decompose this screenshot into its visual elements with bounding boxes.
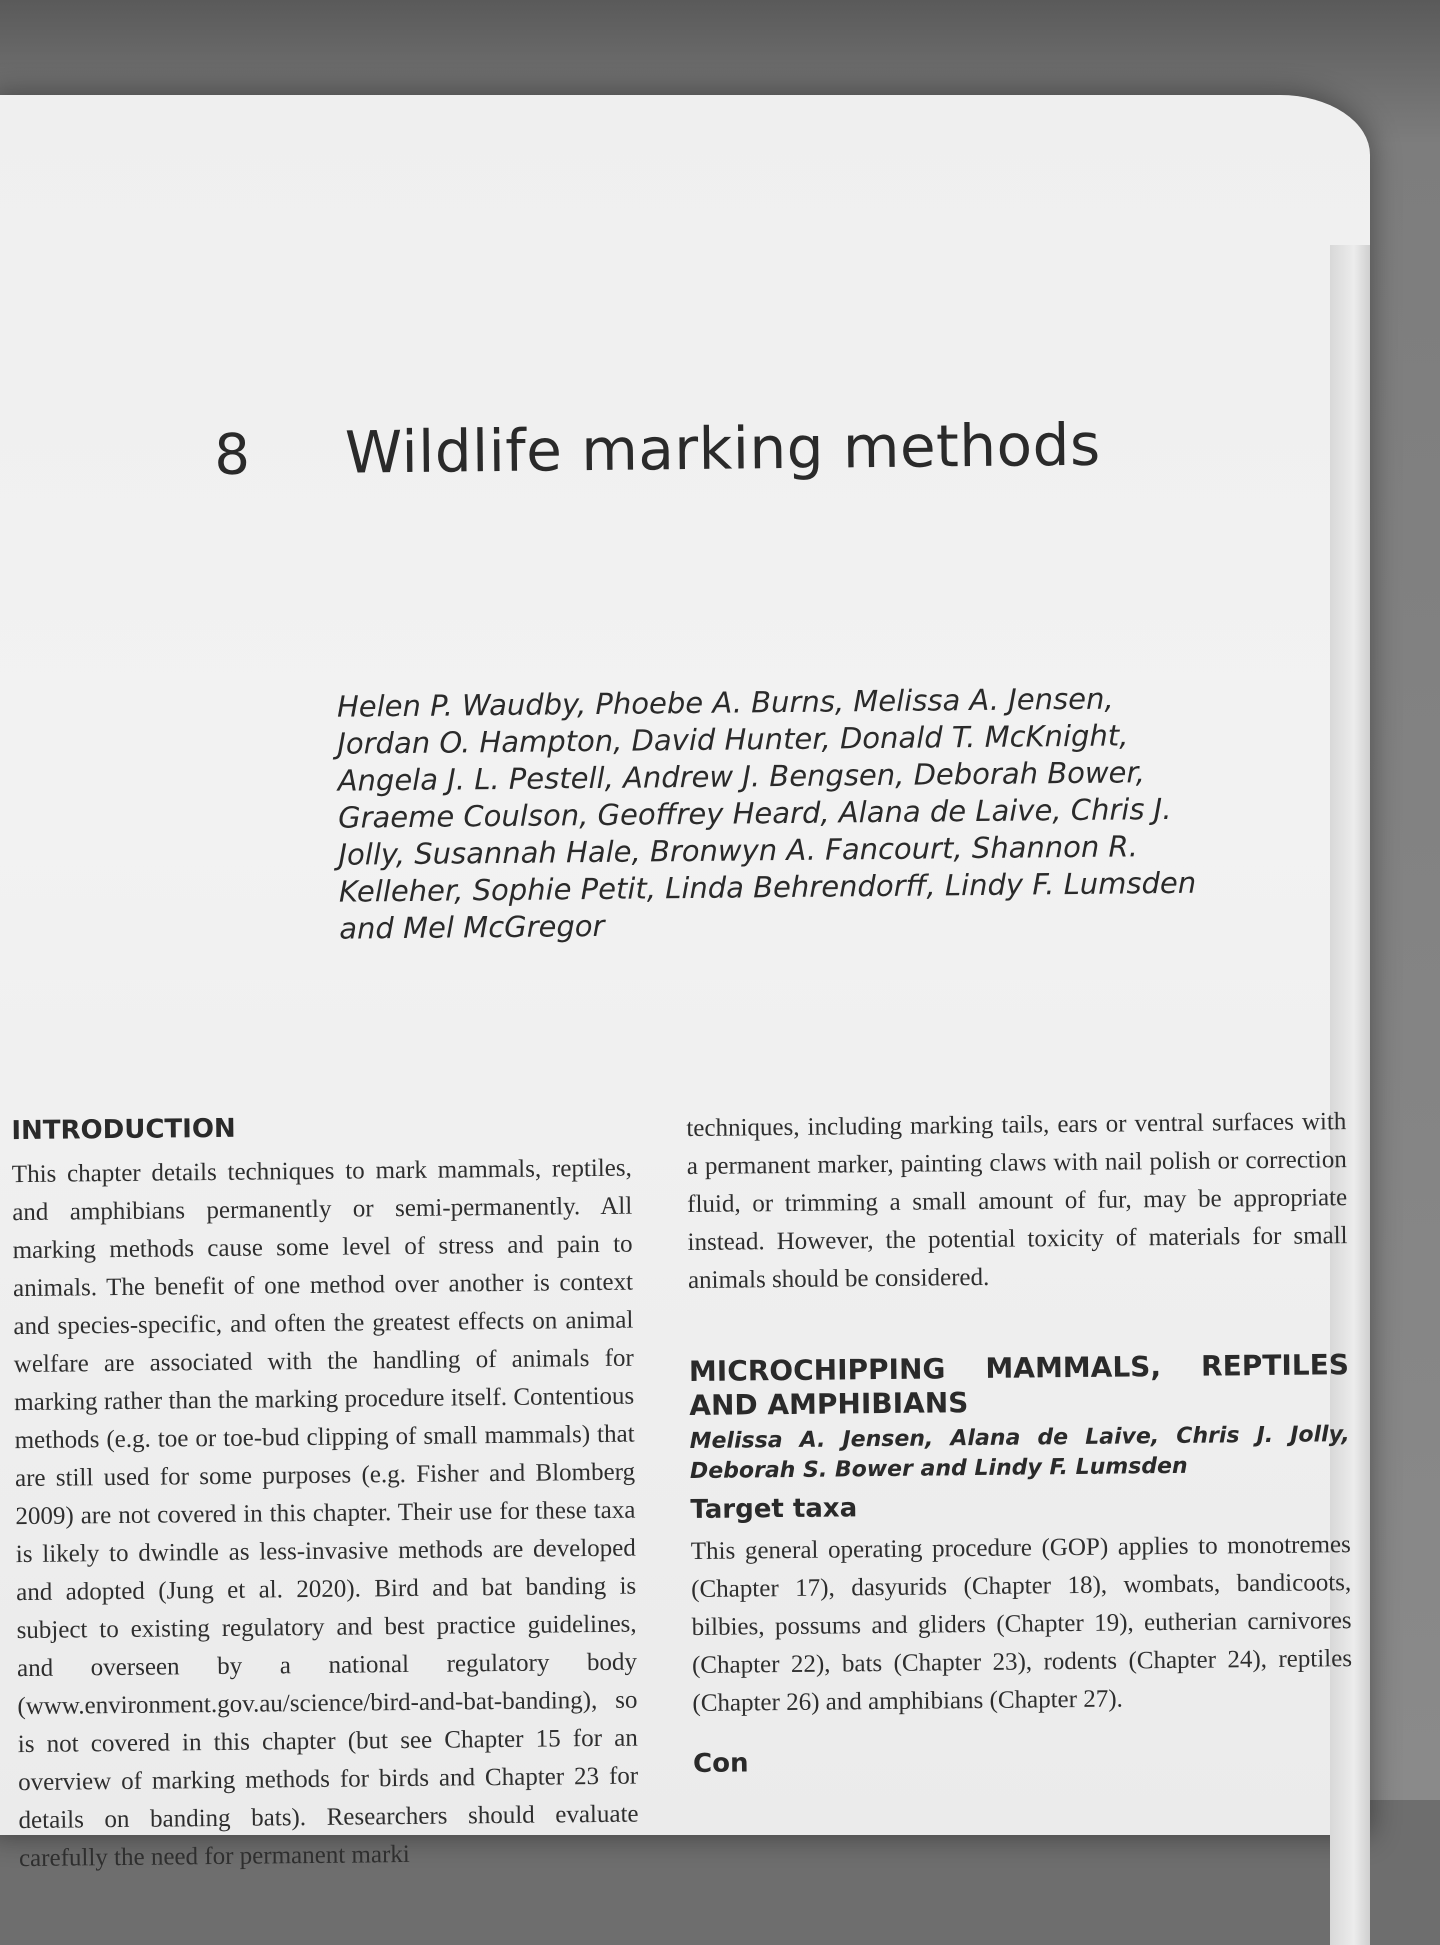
introduction-heading: INTRODUCTION [11, 1113, 236, 1147]
page-content [0, 88, 1379, 1873]
book-page [0, 95, 1370, 1873]
chapter-authors: Helen P. Waudby, Phoebe A. Burns, Melissa A. Jensen, Jordan O. Hampton, David Hunter, Donald T. McKnight, Angela J. L. Pestell, Andrew J. Bengsen, Deborah Bower, Graeme Coulson, Geoffrey Heard, Alana de Laive, Chris J. Jolly, Susannah Hale, Bronwyn A. Fancourt, Shannon R. Kelleher, Sophie Petit, Linda Behrendorff, Lindy F. Lumsden and Mel McGregor [336, 681, 1197, 946]
chapter-header [214, 411, 1101, 488]
section-heading: MICROCHIPPING MAMMALS, REPTILES AND AMPHIBIANS [688, 1348, 1350, 1423]
introduction-text: This chapter details techniques to mark mammals, reptiles, and amphibians permanently or semi-permanently. All marking methods cause some level of stress and pain to animals. The benefit of one method over another is context and species-specific, and often the greatest effects on animal welfare are associated with the handling of animals for marking rather than the marking procedure itself. Contentious methods (e.g. toe or toe-bud clipping of small mammals) that are still used for some purposes (e.g. Fisher and Blomberg 2009) are not covered in this chapter. Their use for these taxa is likely to dwindle as less-invasive methods are developed and adopted (Jung et al. 2020). Bird and bat banding is subject to existing regulatory and best practice guidelines, and overseen by a national regulatory body (www.environment.gov.au/science/bird-and-bat-banding), so is not covered in this chapter (but see Chapter 15 for an overview of marking methods for birds and Chapter 23 for details on banding bats). Researchers should evaluate carefully the need for permanent marki [11, 1154, 639, 1873]
target-taxa-heading: Target taxa [690, 1493, 858, 1526]
chapter-title: Wildlife marking methods [344, 410, 1101, 487]
next-heading-partial: Con [692, 1748, 749, 1780]
right-column [686, 1103, 1353, 1780]
left-column [11, 1106, 639, 1878]
continuation-text: techniques, including marking tails, ears or ventral surfaces with a permanent marker, painting claws with nail polish or correction fluid, or trimming a small amount of fur, may be appropriate instead. However, the potential toxicity of materials for small animals should be considered. [686, 1108, 1348, 1295]
chapter-number: 8 [213, 422, 251, 488]
target-taxa-text: This general operating procedure (GOP) applies to monotremes (Chapter 17), dasyurids (Chapter 18), wombats, bandicoots, bilbies, possums and gliders (Chapter 19), eutherian carnivores (Chapter 22), bats (Chapter 23), rodents (Chapter 24), reptiles (Chapter 26) and amphibians (Chapter 27). [690, 1531, 1353, 1718]
section-authors: Melissa A. Jensen, Alana de Laive, Chris J. Jolly, Deborah S. Bower and Lindy F. Lumsden [689, 1422, 1350, 1485]
